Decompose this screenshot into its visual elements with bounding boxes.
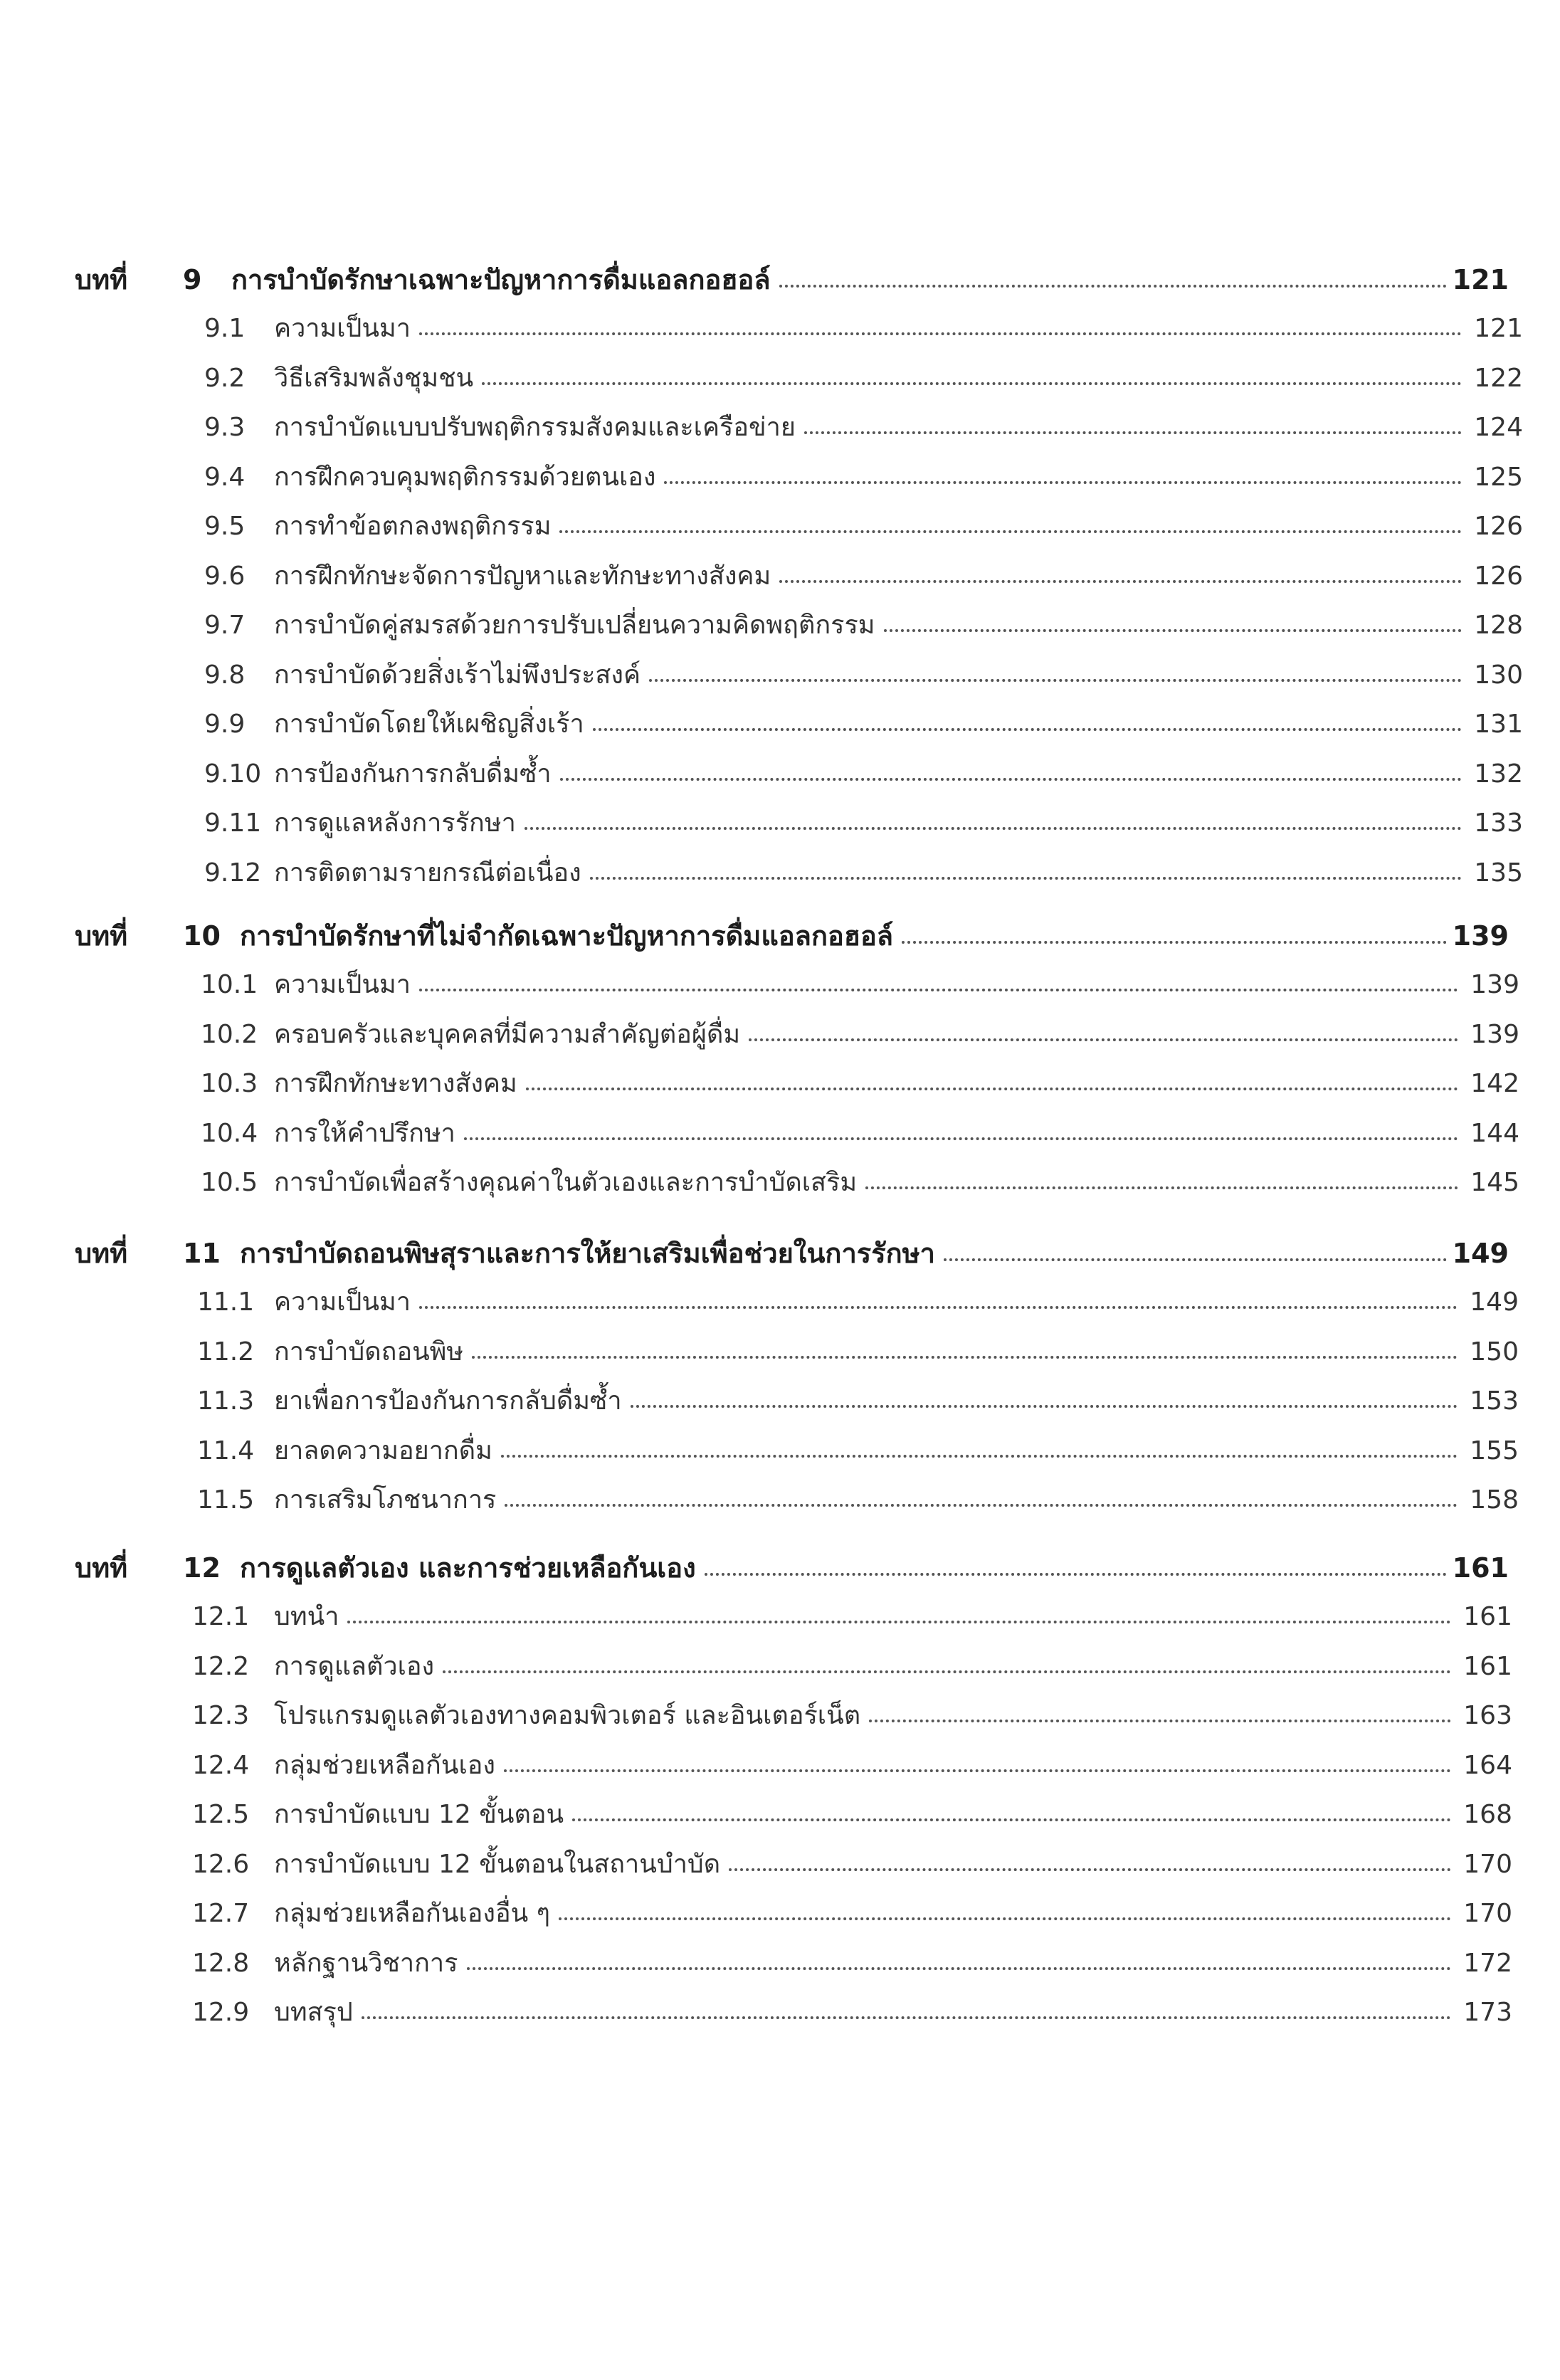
section-row[interactable] bbox=[192, 1695, 1512, 1737]
section-number: 11.5 bbox=[197, 1485, 255, 1515]
section-title: ยาลดความอยากดื่ม bbox=[274, 1436, 492, 1465]
section-number: 12.4 bbox=[192, 1750, 250, 1780]
section-title: ความเป็นมา bbox=[274, 970, 411, 999]
section-page-number: 128 bbox=[1474, 611, 1523, 640]
section-number: 9.3 bbox=[204, 413, 246, 442]
section-title: การฝึกควบคุมพฤติกรรมด้วยตนเอง bbox=[274, 462, 656, 492]
section-title: การบำบัดแบบปรับพฤติกรรมสังคมและเครือข่าย bbox=[274, 413, 796, 442]
section-title: การป้องกันการกลับดื่มซ้ำ bbox=[274, 759, 552, 789]
dot-leader bbox=[729, 1868, 1451, 1871]
dot-leader bbox=[419, 332, 1462, 335]
chapter-title: การบำบัดรักษาที่ไม่จำกัดเฉพาะปัญหาการดื่มแอลกอฮอล์ bbox=[240, 920, 894, 952]
section-title: โปรแกรมดูแลตัวเองทางคอมพิวเตอร์ และอินเตอร์เน็ต bbox=[274, 1701, 861, 1730]
section-page-number: 133 bbox=[1474, 809, 1523, 838]
dot-leader bbox=[869, 1720, 1451, 1722]
section-page-number: 161 bbox=[1463, 1602, 1512, 1631]
section-title: การบำบัดแบบ 12 ขั้นตอนในสถานบำบัด bbox=[274, 1849, 721, 1879]
section-title: การทำข้อตกลงพฤติกรรม bbox=[274, 512, 552, 541]
section-row[interactable] bbox=[197, 1430, 1519, 1473]
section-title: ยาเพื่อการป้องกันการกลับดื่มซ้ำ bbox=[274, 1386, 622, 1416]
section-number: 10.4 bbox=[201, 1118, 258, 1148]
section-number: 9.5 bbox=[204, 512, 246, 541]
section-page-number: 155 bbox=[1470, 1436, 1519, 1465]
dot-leader bbox=[705, 1573, 1447, 1576]
section-number: 9.6 bbox=[204, 561, 246, 591]
dot-leader bbox=[902, 941, 1447, 944]
section-title: บทสรุป bbox=[274, 1998, 353, 2027]
section-row[interactable] bbox=[192, 1744, 1512, 1787]
section-page-number: 139 bbox=[1470, 1019, 1519, 1049]
section-row[interactable] bbox=[201, 1112, 1519, 1155]
section-title: การบำบัดโดยให้เผชิญสิ่งเร้า bbox=[274, 710, 584, 739]
chapter-label: บทที่ bbox=[75, 1238, 128, 1269]
dot-leader bbox=[664, 481, 1462, 484]
chapter-page-number: 139 bbox=[1452, 920, 1509, 952]
section-page-number: 170 bbox=[1463, 1899, 1512, 1928]
section-page-number: 126 bbox=[1474, 512, 1523, 541]
dot-leader bbox=[482, 382, 1462, 385]
section-title: กลุ่มช่วยเหลือกันเองอื่น ๆ bbox=[274, 1899, 550, 1928]
section-number: 10.5 bbox=[201, 1168, 258, 1197]
section-page-number: 124 bbox=[1474, 413, 1523, 442]
dot-leader bbox=[419, 989, 1458, 991]
dot-leader bbox=[560, 778, 1462, 781]
chapter-row[interactable] bbox=[75, 914, 1509, 957]
section-row[interactable] bbox=[204, 307, 1523, 350]
dot-leader bbox=[884, 629, 1462, 632]
chapter-row[interactable] bbox=[75, 1231, 1509, 1274]
section-number: 9.12 bbox=[204, 858, 262, 888]
section-page-number: 139 bbox=[1470, 970, 1519, 999]
chapter-label: บทที่ bbox=[75, 920, 128, 952]
section-title: การบำบัดเพื่อสร้างคุณค่าในตัวเองและการบำบัดเสริม bbox=[274, 1168, 858, 1197]
dot-leader bbox=[593, 728, 1462, 731]
section-page-number: 150 bbox=[1470, 1337, 1519, 1367]
section-number: 12.9 bbox=[192, 1998, 250, 2027]
dot-leader bbox=[804, 431, 1462, 434]
section-row[interactable] bbox=[204, 456, 1523, 499]
section-row[interactable] bbox=[204, 852, 1523, 895]
dot-leader bbox=[362, 2016, 1451, 2019]
chapter-number: 11 bbox=[183, 1238, 221, 1269]
section-title: การบำบัดแบบ 12 ขั้นตอน bbox=[274, 1800, 564, 1829]
dot-leader bbox=[467, 1967, 1452, 1970]
section-title: ครอบครัวและบุคคลที่มีความสำคัญต่อผู้ดื่ม bbox=[274, 1019, 741, 1049]
section-title: ความเป็นมา bbox=[274, 1288, 411, 1317]
section-title: การบำบัดด้วยสิ่งเร้าไม่พึงประสงค์ bbox=[274, 660, 641, 690]
section-page-number: 170 bbox=[1463, 1849, 1512, 1879]
section-number: 12.5 bbox=[192, 1800, 250, 1829]
section-page-number: 126 bbox=[1474, 561, 1523, 591]
chapter-page-number: 121 bbox=[1452, 264, 1509, 295]
section-title: การบำบัดถอนพิษ bbox=[274, 1337, 464, 1367]
dot-leader bbox=[419, 1306, 1458, 1309]
section-row[interactable] bbox=[197, 1380, 1519, 1423]
dot-leader bbox=[590, 877, 1462, 880]
section-page-number: 153 bbox=[1470, 1386, 1519, 1416]
chapter-number: 9 bbox=[183, 264, 202, 295]
section-title: การฝึกทักษะทางสังคม bbox=[274, 1069, 517, 1098]
section-page-number: 158 bbox=[1470, 1485, 1519, 1515]
section-row[interactable] bbox=[204, 703, 1523, 746]
dot-leader bbox=[504, 1769, 1451, 1772]
section-row[interactable] bbox=[204, 753, 1523, 796]
dot-leader bbox=[526, 1088, 1458, 1090]
section-number: 12.7 bbox=[192, 1899, 250, 1928]
section-row[interactable] bbox=[197, 1479, 1519, 1522]
chapter-number: 10 bbox=[183, 920, 221, 952]
section-number: 10.3 bbox=[201, 1069, 258, 1098]
section-number: 12.2 bbox=[192, 1651, 250, 1681]
section-row[interactable] bbox=[192, 1794, 1512, 1836]
section-row[interactable] bbox=[204, 654, 1523, 697]
section-row[interactable] bbox=[201, 1162, 1519, 1204]
dot-leader bbox=[347, 1621, 1451, 1623]
dot-leader bbox=[779, 580, 1462, 583]
section-row[interactable] bbox=[197, 1331, 1519, 1374]
section-title: บทนำ bbox=[274, 1602, 339, 1631]
section-number: 12.1 bbox=[192, 1602, 250, 1631]
section-number: 9.4 bbox=[204, 462, 246, 492]
section-page-number: 149 bbox=[1470, 1288, 1519, 1317]
section-number: 12.6 bbox=[192, 1849, 250, 1879]
section-row[interactable] bbox=[201, 964, 1519, 1006]
dot-leader bbox=[649, 679, 1462, 682]
section-number: 9.2 bbox=[204, 363, 246, 393]
dot-leader bbox=[505, 1504, 1458, 1507]
chapter-row[interactable] bbox=[75, 258, 1509, 300]
dot-leader bbox=[572, 1818, 1451, 1821]
section-number: 10.2 bbox=[201, 1019, 258, 1049]
dot-leader bbox=[443, 1670, 1451, 1673]
section-row[interactable] bbox=[204, 802, 1523, 845]
dot-leader bbox=[559, 1917, 1451, 1920]
section-page-number: 161 bbox=[1463, 1651, 1512, 1681]
chapter-title: การบำบัดรักษาเฉพาะปัญหาการดื่มแอลกอฮอล์ bbox=[231, 264, 771, 295]
section-page-number: 173 bbox=[1463, 1998, 1512, 2027]
section-page-number: 132 bbox=[1474, 759, 1523, 789]
section-number: 9.9 bbox=[204, 710, 246, 739]
section-title: การดูแลตัวเอง bbox=[274, 1651, 435, 1681]
section-row[interactable] bbox=[204, 604, 1523, 647]
dot-leader bbox=[525, 827, 1462, 830]
section-page-number: 121 bbox=[1474, 314, 1523, 343]
dot-leader bbox=[779, 285, 1447, 288]
section-number: 10.1 bbox=[201, 970, 258, 999]
section-row[interactable] bbox=[192, 1892, 1512, 1935]
section-page-number: 125 bbox=[1474, 462, 1523, 492]
section-row[interactable] bbox=[192, 1942, 1512, 1985]
section-number: 9.1 bbox=[204, 314, 246, 343]
chapter-page-number: 149 bbox=[1452, 1238, 1509, 1269]
section-row[interactable] bbox=[192, 1596, 1512, 1638]
section-title: การดูแลหลังการรักษา bbox=[274, 809, 516, 838]
section-page-number: 135 bbox=[1474, 858, 1523, 888]
section-number: 12.8 bbox=[192, 1948, 250, 1978]
section-number: 12.3 bbox=[192, 1701, 250, 1730]
section-title: การบำบัดคู่สมรสด้วยการปรับเปลี่ยนความคิดพฤติกรรม bbox=[274, 611, 875, 640]
section-title: หลักฐานวิชาการ bbox=[274, 1948, 458, 1978]
section-page-number: 145 bbox=[1470, 1168, 1519, 1197]
section-number: 11.1 bbox=[197, 1288, 255, 1317]
dot-leader bbox=[501, 1455, 1458, 1458]
section-row[interactable] bbox=[192, 1843, 1512, 1886]
section-title: การเสริมโภชนาการ bbox=[274, 1485, 497, 1515]
section-number: 9.10 bbox=[204, 759, 262, 789]
section-number: 9.8 bbox=[204, 660, 246, 690]
section-title: ความเป็นมา bbox=[274, 314, 411, 343]
section-page-number: 130 bbox=[1474, 660, 1523, 690]
section-number: 9.7 bbox=[204, 611, 246, 640]
section-page-number: 164 bbox=[1463, 1750, 1512, 1780]
dot-leader bbox=[559, 530, 1462, 533]
dot-leader bbox=[865, 1186, 1458, 1189]
section-row[interactable] bbox=[204, 505, 1523, 548]
section-title: วิธีเสริมพลังชุมชน bbox=[274, 363, 474, 393]
dot-leader bbox=[472, 1356, 1458, 1359]
section-row[interactable] bbox=[197, 1281, 1519, 1324]
section-number: 11.3 bbox=[197, 1386, 255, 1416]
section-title: การฝึกทักษะจัดการปัญหาและทักษะทางสังคม bbox=[274, 561, 771, 591]
section-row[interactable] bbox=[192, 1646, 1512, 1688]
section-row[interactable] bbox=[204, 406, 1523, 449]
dot-leader bbox=[749, 1038, 1458, 1041]
chapter-number: 12 bbox=[183, 1552, 221, 1584]
dot-leader bbox=[464, 1137, 1458, 1140]
dot-leader bbox=[631, 1405, 1458, 1408]
section-page-number: 122 bbox=[1474, 363, 1523, 393]
chapter-row[interactable] bbox=[75, 1546, 1509, 1589]
dot-leader bbox=[944, 1258, 1447, 1261]
chapter-title: การบำบัดถอนพิษสุราและการให้ยาเสริมเพื่อช่วยในการรักษา bbox=[240, 1238, 935, 1269]
chapter-page-number: 161 bbox=[1452, 1552, 1509, 1584]
section-title: กลุ่มช่วยเหลือกันเอง bbox=[274, 1750, 495, 1780]
chapter-title: การดูแลตัวเอง และการช่วยเหลือกันเอง bbox=[240, 1552, 696, 1584]
section-title: การให้คำปรึกษา bbox=[274, 1118, 455, 1148]
section-number: 9.11 bbox=[204, 809, 262, 838]
section-page-number: 131 bbox=[1474, 710, 1523, 739]
section-row[interactable] bbox=[204, 357, 1523, 400]
chapter-label: บทที่ bbox=[75, 1552, 128, 1584]
section-row[interactable] bbox=[201, 1013, 1519, 1056]
section-number: 11.2 bbox=[197, 1337, 255, 1367]
section-page-number: 172 bbox=[1463, 1948, 1512, 1978]
section-row[interactable] bbox=[204, 555, 1523, 598]
section-row[interactable] bbox=[201, 1063, 1519, 1105]
section-page-number: 163 bbox=[1463, 1701, 1512, 1730]
chapter-label: บทที่ bbox=[75, 264, 128, 295]
section-number: 11.4 bbox=[197, 1436, 255, 1465]
section-row[interactable] bbox=[192, 1991, 1512, 2034]
section-page-number: 144 bbox=[1470, 1118, 1519, 1148]
section-title: การติดตามรายกรณีต่อเนื่อง bbox=[274, 858, 581, 888]
section-page-number: 142 bbox=[1470, 1069, 1519, 1098]
section-page-number: 168 bbox=[1463, 1800, 1512, 1829]
